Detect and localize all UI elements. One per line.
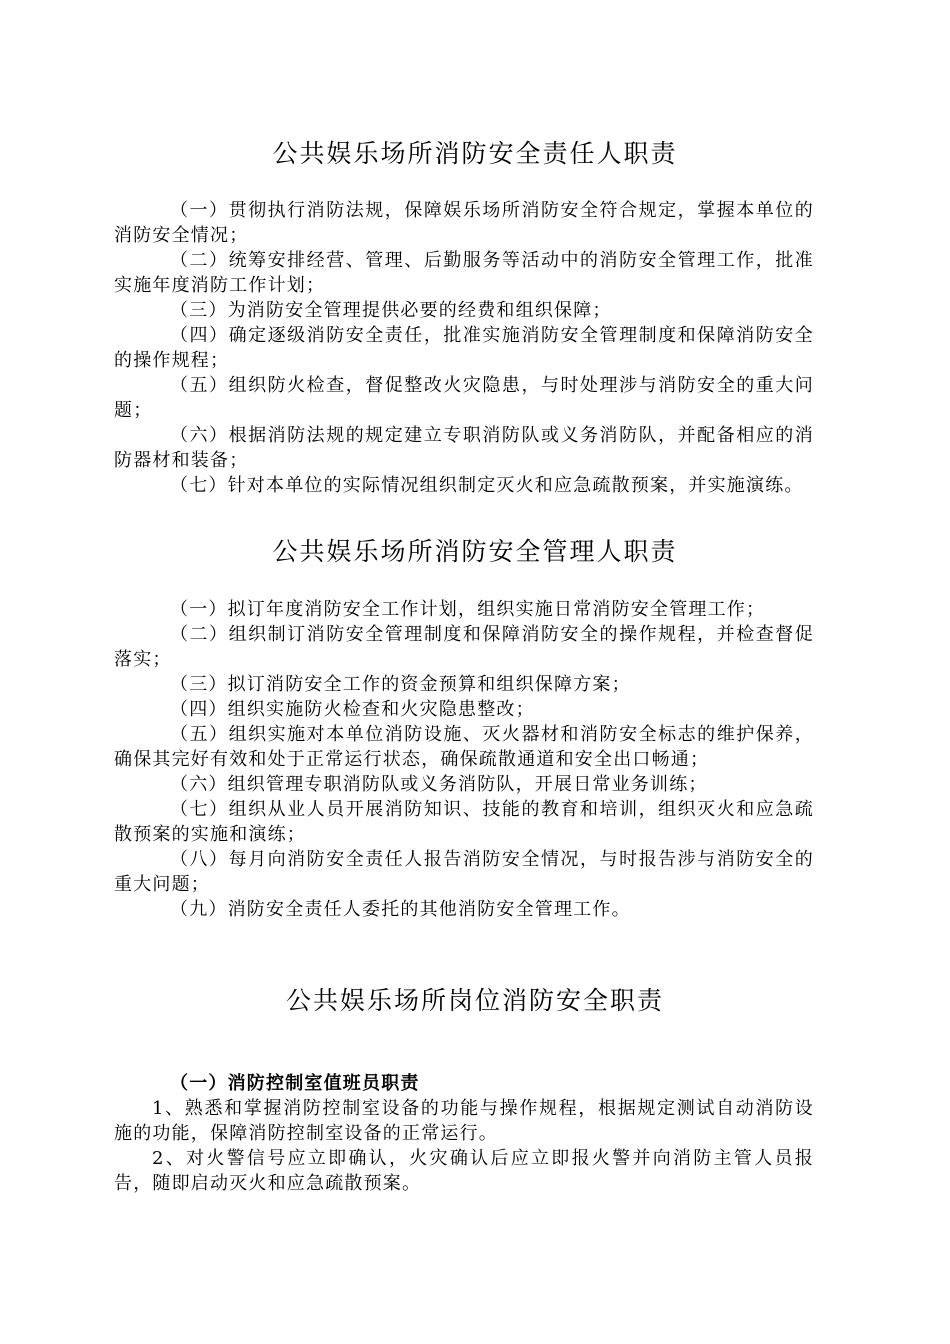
duty-item: （一）贯彻执行消防法规，保障娱乐场所消防安全符合规定，掌握本单位的消防安全情况； bbox=[114, 200, 814, 246]
duty-item: （六）组织管理专职消防队或义务消防队，开展日常业务训练； bbox=[170, 774, 708, 795]
section-title-post-duties: 公共娱乐场所岗位消防安全职责 bbox=[285, 986, 664, 1015]
duty-item: 2、对火警信号应立即确认，火灾确认后应立即报火警并向消防主管人员报告，随即启动灭火和应急疏散预案。 bbox=[114, 1148, 814, 1194]
duty-item: （五）组织防火检查，督促整改火灾隐患，与时处理涉与消防安全的重大问题； bbox=[114, 375, 814, 421]
duty-item: （二）组织制订消防安全管理制度和保障消防安全的操作规程，并检查督促落实； bbox=[114, 624, 814, 670]
section-body-post-duties bbox=[114, 1071, 814, 1196]
duty-item: （一）拟订年度消防安全工作计划，组织实施日常消防安全管理工作； bbox=[170, 599, 766, 620]
subheading-control-room: （一）消防控制室值班员职责 bbox=[170, 1073, 420, 1094]
section-title-responsible-person: 公共娱乐场所消防安全责任人职责 bbox=[272, 139, 678, 168]
duty-item: （二）统筹安排经营、管理、后勤服务等活动中的消防安全管理工作，批准实施年度消防工作计划； bbox=[114, 250, 814, 296]
duty-item: （三）拟订消防安全工作的资金预算和组织保障方案； bbox=[170, 674, 631, 695]
duty-item: （五）组织实施对本单位消防设施、灭火器材和消防安全标志的维护保养，确保其完好有效和处于正常运行状态，确保疏散通道和安全出口畅通； bbox=[114, 724, 814, 770]
duty-item: 1、熟悉和掌握消防控制室设备的功能与操作规程，根据规定测试自动消防设施的功能，保障消防控制室设备的正常运行。 bbox=[114, 1098, 814, 1144]
duty-item: （七）针对本单位的实际情况组织制定灭火和应急疏散预案，并实施演练。 bbox=[170, 475, 804, 496]
section-body-manager bbox=[114, 597, 814, 922]
duty-item: （四）组织实施防火检查和火灾隐患整改； bbox=[170, 699, 535, 720]
section-title-manager: 公共娱乐场所消防安全管理人职责 bbox=[272, 537, 678, 566]
duty-item: （三）为消防安全管理提供必要的经费和组织保障； bbox=[170, 300, 612, 321]
duty-item: （九）消防安全责任人委托的其他消防安全管理工作。 bbox=[170, 899, 631, 920]
duty-item: （六）根据消防法规的规定建立专职消防队或义务消防队，并配备相应的消防器材和装备； bbox=[114, 425, 814, 471]
duty-item: （八）每月向消防安全责任人报告消防安全情况，与时报告涉与消防安全的重大问题； bbox=[114, 849, 814, 895]
section-body-responsible-person bbox=[114, 198, 814, 498]
duty-item: （四）确定逐级消防安全责任，批准实施消防安全管理制度和保障消防安全的操作规程； bbox=[114, 325, 814, 371]
duty-item: （七）组织从业人员开展消防知识、技能的教育和培训，组织灭火和应急疏散预案的实施和演练； bbox=[114, 799, 814, 845]
